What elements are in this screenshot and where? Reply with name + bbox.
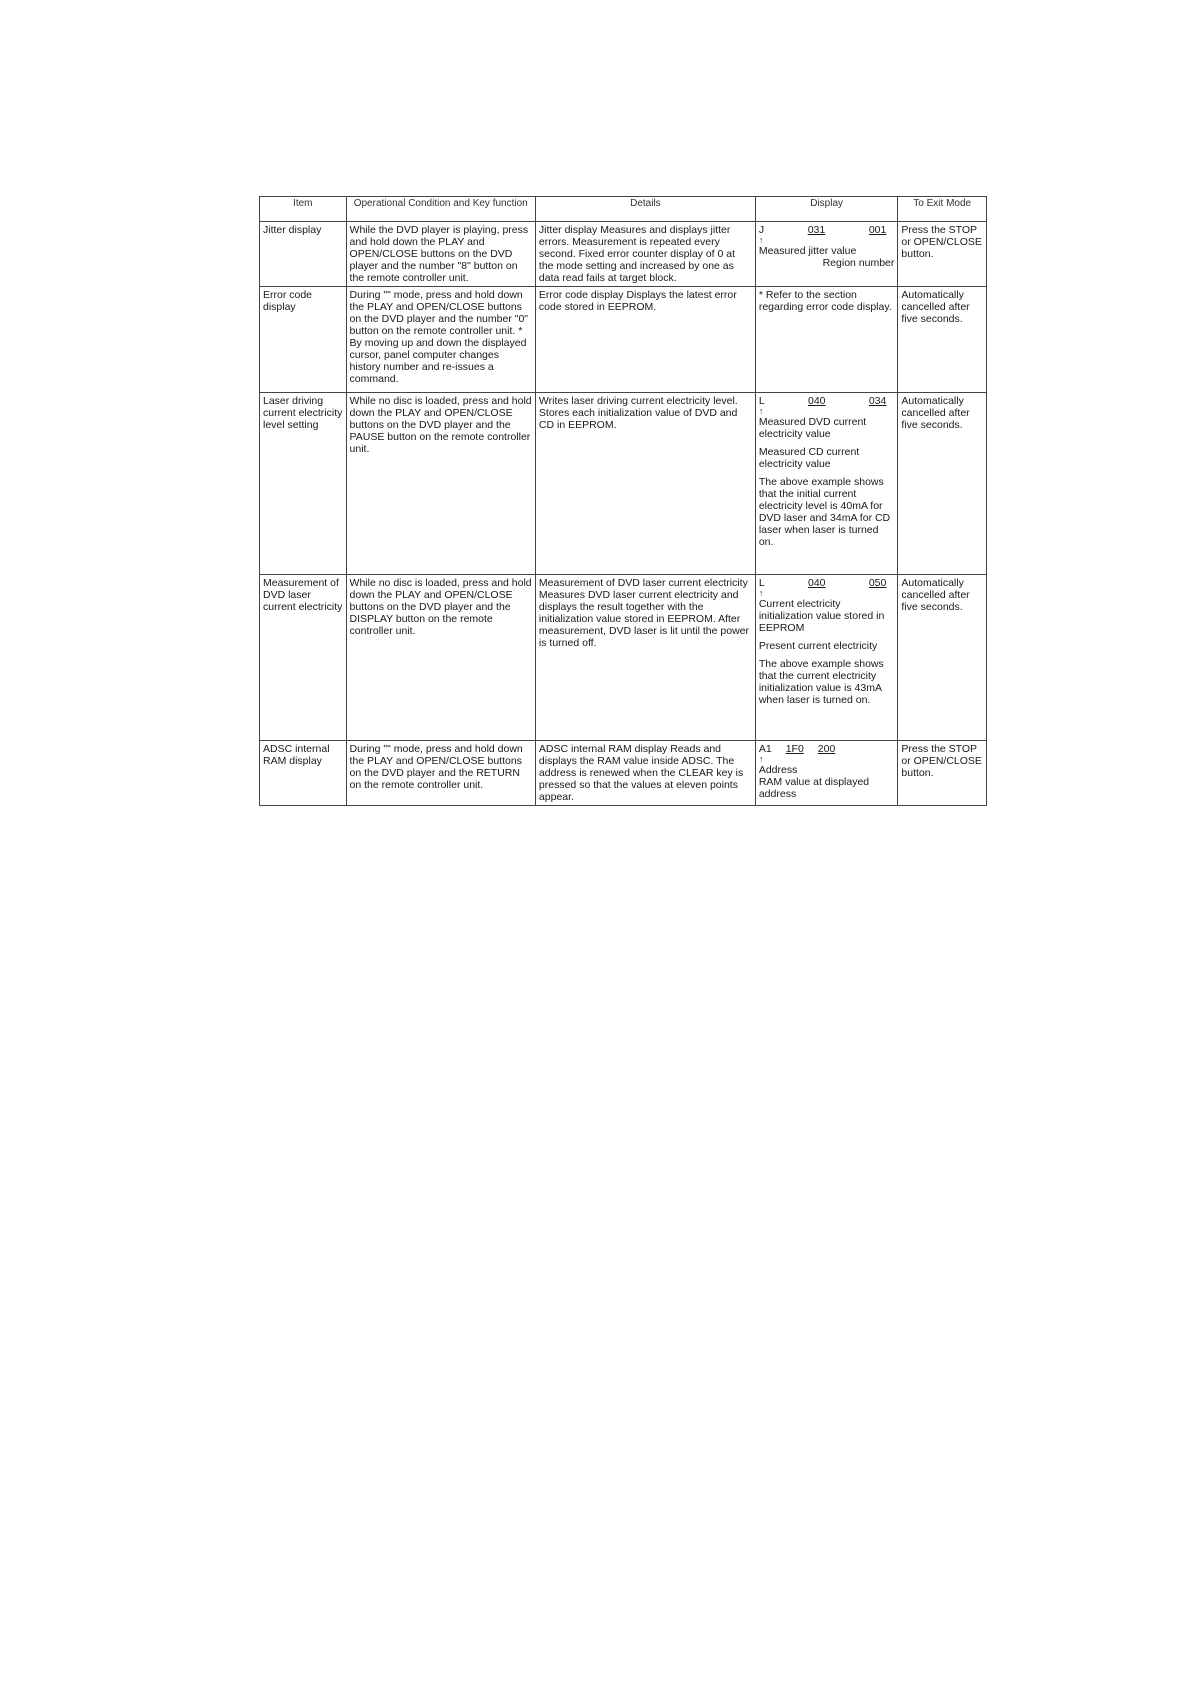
table-row: [260, 741, 987, 806]
display-code-value-2: 200: [817, 743, 836, 755]
service-mode-table: [259, 196, 987, 806]
display-note: The above example shows that the current electricity initialization value is 43mA when laser is turned on.: [758, 658, 884, 706]
display-note: * Refer to the section regarding error code display.: [758, 289, 892, 313]
display-code-value-2: 050: [868, 577, 887, 589]
cell-details: Jitter display Measures and displays jitter errors. Measurement is repeated every second. Fixed error counter display of 0 at the mode setting and increased by one as data read fails at target block.: [535, 222, 755, 287]
table-row: [260, 393, 987, 575]
cell-exit: Press the STOP or OPEN/CLOSE button.: [898, 741, 987, 806]
cell-item: Measurement of DVD laser current electricity: [260, 575, 347, 741]
cell-exit: Automatically cancelled after five seconds.: [898, 575, 987, 741]
cell-details: Error code display Displays the latest error code stored in EEPROM.: [535, 287, 755, 393]
display-note: Current electricity initialization value stored in EEPROM: [758, 598, 885, 634]
cell-item: Laser driving current electricity level setting: [260, 393, 347, 575]
display-code-mode: L: [758, 395, 765, 407]
display-note: Address: [758, 764, 798, 776]
cell-condition: While no disc is loaded, press and hold down the PLAY and OPEN/CLOSE buttons on the DVD player and the DISPLAY button on the remote controller unit.: [346, 575, 535, 741]
cell-exit: Automatically cancelled after five seconds.: [898, 287, 987, 393]
display-note: Measured CD current electricity value: [758, 446, 860, 470]
arrow-up-icon: ↑: [758, 588, 764, 598]
display-note: Measured DVD current electricity value: [758, 416, 867, 440]
display-note: Region number: [822, 257, 895, 269]
display-code-value-1: 1F0: [785, 743, 804, 755]
display-code-mode: A1: [758, 743, 772, 755]
display-code: [759, 577, 895, 589]
display-note: Present current electricity: [758, 640, 878, 652]
display-note: RAM value at displayed address: [758, 776, 870, 800]
cell-condition: While the DVD player is playing, press and hold down the PLAY and OPEN/CLOSE buttons on the DVD player and the number "8" button on the remote controller unit.: [346, 222, 535, 287]
display-code-mode: L: [758, 577, 765, 589]
display-note: Measured jitter value: [758, 245, 857, 257]
table-row: [260, 575, 987, 741]
display-code-value-1: 040: [808, 395, 826, 407]
cell-exit: Press the STOP or OPEN/CLOSE button.: [898, 222, 987, 287]
cell-details: ADSC internal RAM display Reads and displays the RAM value inside ADSC. The address is renewed when the CLEAR key is pressed so that the values at eleven points appear.: [535, 741, 755, 806]
display-code-value-1: 031: [807, 224, 826, 236]
header-condition: Operational Condition and Key function: [346, 197, 535, 222]
cell-condition: While no disc is loaded, press and hold down the PLAY and OPEN/CLOSE buttons on the DVD player and the PAUSE button on the remote controller unit.: [346, 393, 535, 575]
display-code-mode: J: [758, 224, 765, 236]
header-display: Display: [755, 197, 898, 222]
cell-display: [755, 741, 898, 806]
display-note: The above example shows that the initial current electricity level is 40mA for DVD laser and 34mA for CD laser when laser is turned on.: [758, 476, 891, 548]
cell-exit: Automatically cancelled after five seconds.: [898, 393, 987, 575]
cell-item: Error code display: [260, 287, 347, 393]
arrow-up-icon: ↑: [758, 754, 764, 764]
cell-display: [755, 393, 898, 575]
header-item: Item: [260, 197, 347, 222]
cell-display: [755, 575, 898, 741]
cell-details: Writes laser driving current electricity level. Stores each initialization value of DVD and CD in EEPROM.: [535, 393, 755, 575]
table-header-row: [260, 197, 987, 222]
header-exit: To Exit Mode: [898, 197, 987, 222]
cell-details: Measurement of DVD laser current electricity Measures DVD laser current electricity and displays the result together with the initialization value stored in EEPROM. After measurement, DVD laser is lit until the power is turned off.: [535, 575, 755, 741]
cell-condition: During "" mode, press and hold down the PLAY and OPEN/CLOSE buttons on the DVD player and the number "0" button on the remote controller unit. * By moving up and down the displayed cursor, panel computer changes history number and re-issues a command.: [346, 287, 535, 393]
table-row: [260, 287, 987, 393]
display-code: [759, 224, 895, 236]
arrow-up-icon: ↑: [758, 406, 764, 416]
cell-item: ADSC internal RAM display: [260, 741, 347, 806]
header-details: Details: [535, 197, 755, 222]
display-code-value-2: 034: [868, 395, 887, 407]
arrow-up-icon: ↑: [758, 235, 764, 245]
cell-display: [755, 222, 898, 287]
display-code: [759, 743, 895, 755]
table-row: [260, 222, 987, 287]
cell-display: [755, 287, 898, 393]
display-code-value-1: 040: [808, 577, 826, 589]
cell-condition: During "" mode, press and hold down the PLAY and OPEN/CLOSE buttons on the DVD player and the RETURN on the remote controller unit.: [346, 741, 535, 806]
cell-item: Jitter display: [260, 222, 347, 287]
display-code: [759, 395, 895, 407]
display-code-value-2: 001: [868, 224, 887, 236]
